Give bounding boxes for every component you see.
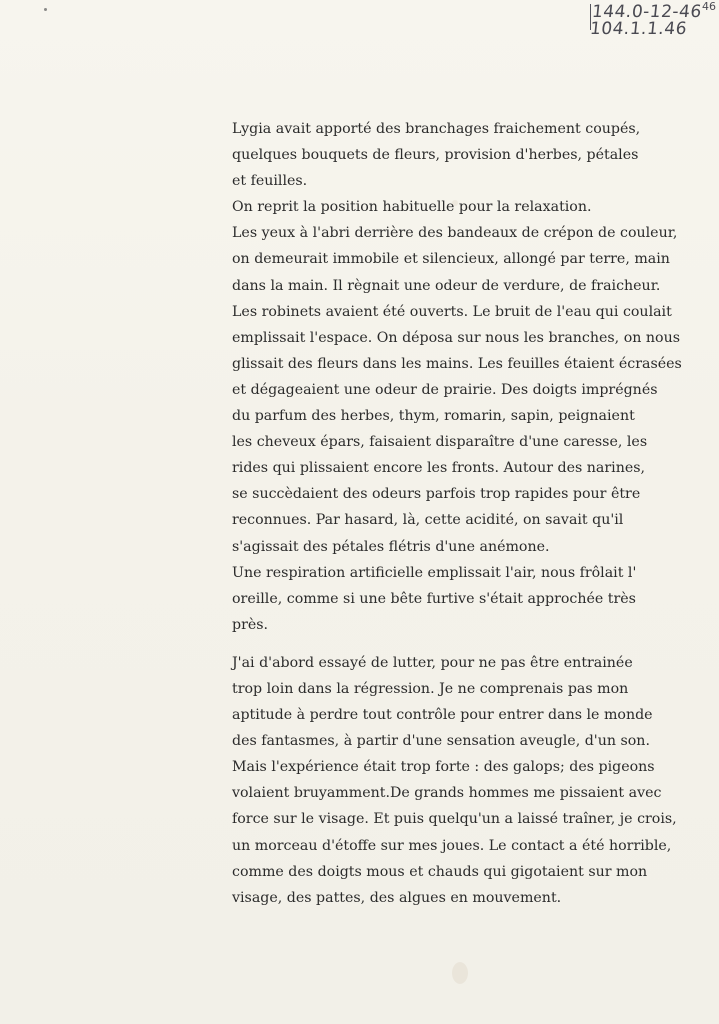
typewritten-text-body	[232, 116, 712, 911]
text-line: dans la main. Il règnait une odeur de verdure, de fraicheur.	[232, 277, 661, 294]
paragraph	[232, 116, 712, 638]
text-line: aptitude à perdre tout contrôle pour entrer dans le monde	[232, 707, 653, 724]
handwritten-reference-2: 104.1.1.46	[588, 19, 688, 39]
handwritten-reference-1: 144.0-12-46	[590, 2, 703, 22]
text-line: rides qui plissaient encore les fronts. Autour des narines,	[232, 460, 646, 477]
text-line: reconnues. Par hasard, là, cette acidité, on savait qu'il	[232, 512, 624, 529]
text-line: un morceau d'étoffe sur mes joues. Le contact a été horrible,	[232, 837, 672, 854]
text-line: Lygia avait apporté des branchages fraichement coupés,	[232, 121, 641, 137]
text-line: et dégageaient une odeur de prairie. Des doigts imprégnés	[232, 381, 658, 398]
text-line: J'ai d'abord essayé de lutter, pour ne pas être entrainée	[232, 654, 633, 671]
text-line: visage, des pattes, des algues en mouvement.	[232, 889, 562, 906]
paper-speck	[44, 8, 47, 11]
paragraph	[232, 650, 712, 911]
text-line: s'agissait des pétales flétris d'une anémone.	[232, 538, 550, 555]
text-line: Mais l'expérience était trop forte : des galops; des pigeons	[232, 759, 655, 776]
text-line: emplissait l'espace. On déposa sur nous les branches, on nous	[232, 329, 680, 346]
text-line: quelques bouquets de fleurs, provision d'herbes, pétales	[232, 147, 639, 164]
text-line: force sur le visage. Et puis quelqu'un a laissé traîner, je crois,	[232, 811, 677, 828]
text-line: On reprit la position habituelle pour la relaxation.	[232, 199, 592, 216]
text-line: volaient bruyamment.De grands hommes me pissaient avec	[232, 785, 662, 802]
text-line: se succèdaient des odeurs parfois trop rapides pour être	[232, 486, 641, 503]
text-line: on demeurait immobile et silencieux, allongé par terre, main	[232, 251, 670, 268]
text-line: les cheveux épars, faisaient disparaître d'une caresse, les	[232, 434, 648, 451]
text-line: Les robinets avaient été ouverts. Le bruit de l'eau qui coulait	[232, 303, 672, 320]
archive-annotations	[586, 2, 716, 42]
text-line: près.	[232, 616, 269, 633]
text-line: du parfum des herbes, thym, romarin, sapin, peignaient	[232, 408, 635, 425]
text-line: Les yeux à l'abri derrière des bandeaux de crépon de couleur,	[232, 225, 678, 242]
text-line: comme des doigts mous et chauds qui gigotaient sur mon	[232, 863, 648, 880]
paragraph-gap	[232, 638, 712, 650]
text-line: trop loin dans la régression. Je ne comprenais pas mon	[232, 680, 629, 697]
text-line: et feuilles.	[232, 173, 308, 190]
page-number: 46	[702, 0, 716, 13]
paper-blemish	[452, 962, 468, 984]
text-line: des fantasmes, à partir d'une sensation aveugle, d'un son.	[232, 733, 650, 750]
text-line: oreille, comme si une bête furtive s'était approchée très	[232, 590, 636, 607]
text-line: Une respiration artificielle emplissait l'air, nous frôlait l'	[232, 564, 637, 581]
text-line: glissait des fleurs dans les mains. Les feuilles étaient écrasées	[232, 355, 682, 372]
